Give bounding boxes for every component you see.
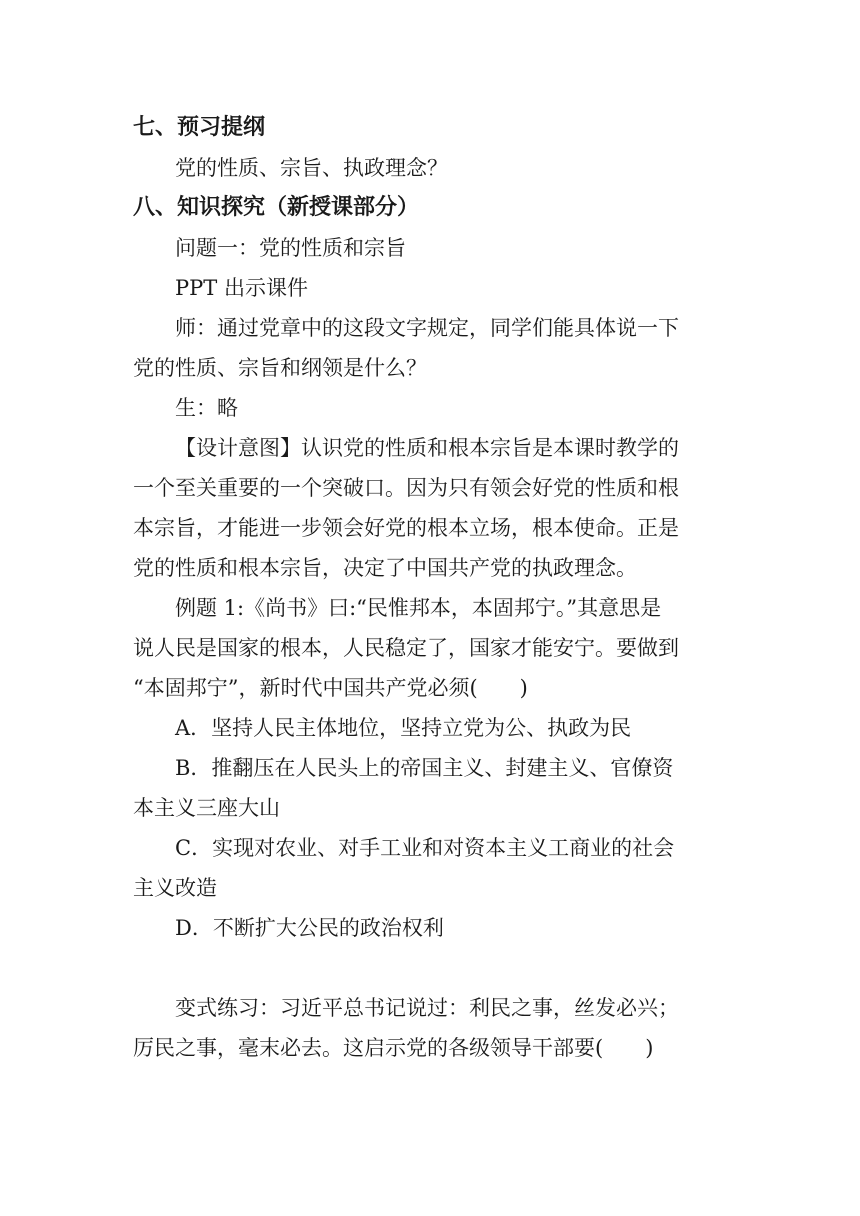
design-intent-line1: 【设计意图】认识党的性质和根本宗旨是本课时教学的: [175, 436, 679, 460]
option-d: D．不断扩大公民的政治权利: [175, 916, 444, 940]
document-page: [133, 108, 733, 1068]
section-heading-preview-outline: 七、预习提纲: [133, 115, 266, 140]
option-c-line1: C．实现对农业、对手工业和对资本主义工商业的社会: [175, 836, 675, 860]
example1-line1: 例题 1:《尚书》曰:“民惟邦本，本固邦宁。”其意思是: [175, 596, 662, 620]
design-intent-line2: 一个至关重要的一个突破口。因为只有领会好党的性质和根: [133, 476, 679, 500]
option-b-line2: 本主义三座大山: [133, 796, 280, 820]
design-intent-line4: 党的性质和根本宗旨，决定了中国共产党的执政理念。: [133, 556, 637, 580]
option-c-line2: 主义改造: [133, 876, 217, 900]
teacher-question-line1: 师：通过党章中的这段文字规定，同学们能具体说一下: [175, 316, 679, 340]
example1-line2: 说人民是国家的根本，人民稳定了，国家才能安宁。要做到: [133, 636, 679, 660]
variant-exercise-line1: 变式练习：习近平总书记说过：利民之事，丝发必兴；: [175, 996, 679, 1020]
example1-line3: “本固邦宁”，新时代中国共产党必须( ): [133, 676, 528, 700]
student-answer: 生：略: [175, 396, 238, 420]
preview-question: 党的性质、宗旨、执政理念？: [175, 156, 448, 180]
section-heading-knowledge-inquiry: 八、知识探究（新授课部分）: [133, 195, 420, 220]
option-a: A．坚持人民主体地位，坚持立党为公、执政为民: [175, 716, 632, 740]
ppt-note: PPT 出示课件: [175, 276, 308, 300]
question-one-title: 问题一：党的性质和宗旨: [175, 236, 406, 260]
blank-line: [133, 948, 733, 988]
design-intent-line3: 本宗旨，才能进一步领会好党的根本立场，根本使命。正是: [133, 516, 679, 540]
variant-exercise-line2: 厉民之事，毫末必去。这启示党的各级领导干部要( ): [133, 1036, 654, 1060]
option-b-line1: B．推翻压在人民头上的帝国主义、封建主义、官僚资: [175, 756, 674, 780]
teacher-question-line2: 党的性质、宗旨和纲领是什么？: [133, 356, 427, 380]
